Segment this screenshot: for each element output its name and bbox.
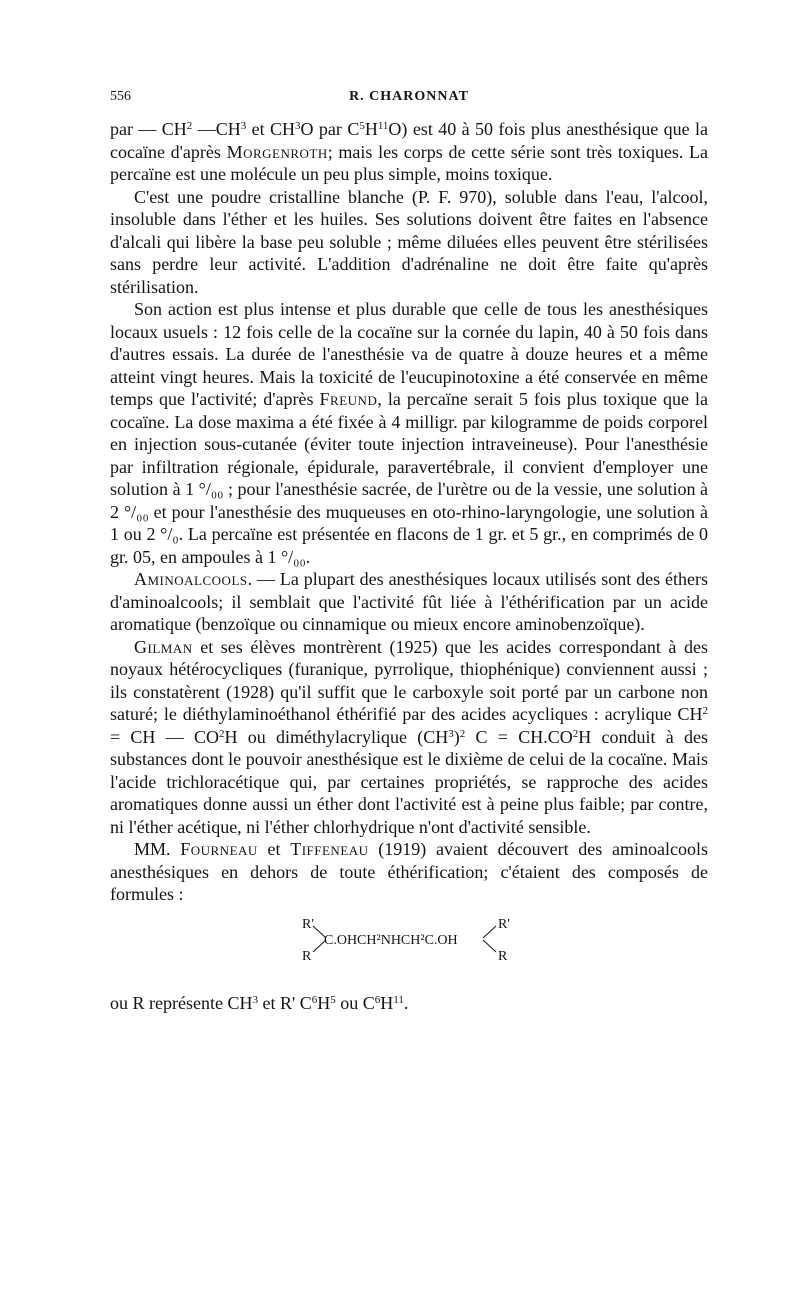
superscript: 6 xyxy=(374,993,381,1006)
text-run: et ses élèves montrèrent (1925) que les acides correspondant à des noyaux hétérocycliques (furanique, pyrrolique, thiophénique) conviennent aussi ; ils constatèrent (1928) qu'il suffit que le carboxyle soit porté par un carbone non saturé; le diéthylaminoéthanol éthérifié par des acides acycliques : acrylique CH xyxy=(110,636,708,724)
text-run: = CH — CO xyxy=(110,726,219,747)
text-run: H conduit à des substances dont le pouvoir anesthésique est le dixième de celui de la cocaïne. Mais l'acide trichloracétique qui, par certaines propriétés, se rapproche des acides aromatiques donne aussi un éther dont l'activité est à peine plus faible; par contre, ni l'éther acétique, ni l'éther chlorhydrique n'ont d'activité sensible. xyxy=(110,726,708,837)
text-run: MM. xyxy=(134,839,181,859)
superscript: 3 xyxy=(240,120,247,132)
paragraph-p5 xyxy=(110,636,708,839)
text-run: ) xyxy=(453,726,460,747)
text-run: C = CH.CO xyxy=(465,726,573,747)
small-caps-name: Gilman xyxy=(134,636,193,657)
small-caps-name: Morgenroth xyxy=(226,141,328,162)
paragraph-closing xyxy=(110,992,708,1015)
superscript: 2 xyxy=(218,727,225,740)
small-caps-name: Fourneau xyxy=(180,839,258,859)
superscript: 5 xyxy=(359,120,365,132)
superscript: 3 xyxy=(252,993,258,1006)
paragraph-p3 xyxy=(110,298,708,568)
page-number: 556 xyxy=(110,89,131,104)
small-caps-name: Freund xyxy=(319,389,378,409)
superscript: 3 xyxy=(448,727,454,740)
page xyxy=(110,84,708,1014)
text-run: Son action est plus intense et plus durable que celle de tous les anesthésiques locaux usuels : 12 fois celle de la cocaïne sur la cornée du lapin, 40 à 50 fois dans d'autres essais. La durée de l'anesthésie va de quatre à douze heures et a même atteint vingt heures. Mais la toxicité de l'eucupinotoxine a été conservée en même temps que l'activité; d'après xyxy=(110,299,708,409)
text-run: (1919) avaient découvert des aminoalcools anesthésiques en dehors de toute éthérification; c'étaient des composés de formules : xyxy=(110,839,708,904)
superscript: 3 xyxy=(295,120,301,132)
paragraph-p1 xyxy=(110,118,708,186)
text-run: . — La plupart des anesthésiques locaux utilisés sont des éthers d'aminoalcools; il semblait que l'activité fût liée à l'éthérification par un acide aromatique (benzoïque ou cinnamique ou mieux encore aminobenzoïque). xyxy=(110,569,708,634)
chemical-formula xyxy=(110,912,708,984)
paragraph-p6 xyxy=(110,838,708,906)
small-caps-name: Aminoalcools xyxy=(134,569,248,589)
text-run: ; mais les corps de cette série sont très toxiques. La percaïne est une molécule un peu plus simple, moins toxique. xyxy=(110,141,708,184)
superscript: 11 xyxy=(393,993,404,1006)
formula-right-top: R' xyxy=(498,916,510,932)
text-run: H xyxy=(317,992,331,1013)
text-run: O) est 40 à 50 fois plus anesthésique que la cocaïne d'après xyxy=(110,119,708,162)
formula-left-top: R' xyxy=(302,916,314,932)
text-run: C'est une poudre cristalline blanche (P. F. 970), soluble dans l'eau, l'alcool, insoluble dans l'éther et les huiles. Ses solutions doivent être faites en l'absence d'alcali qui libère la base peu soluble ; même diluées elles peuvent être stérilisées sans perdre leur activité. L'addition d'adrénaline ne doit être faite qu'après stérilisation. xyxy=(110,186,708,297)
running-head: R. CHARONNAT xyxy=(349,89,469,104)
body-text xyxy=(110,118,708,1014)
text-run: et CH xyxy=(246,119,296,139)
text-run: H xyxy=(364,119,378,139)
page-header xyxy=(110,84,708,118)
paragraph-p4 xyxy=(110,568,708,636)
text-run: par — CH xyxy=(110,119,187,139)
text-run: ou R représente CH xyxy=(110,992,253,1013)
formula-center: C.OHCH²NHCH²C.OH xyxy=(324,932,458,948)
small-caps-name: Tiffeneau xyxy=(290,839,369,859)
superscript: 5 xyxy=(330,993,336,1006)
text-run: , la percaïne serait 5 fois plus toxique que la cocaïne. La dose maxima a été fixée à 4 milligr. par kilogramme de poids corporel en injection sous-cutanée (éviter toute injection intraveineuse). Pour l'anesthésie par infiltration régionale, épidurale, paravertébrale, il convient d'employer une solution à 1 °/₀₀ ; pour l'anesthésie sacrée, de l'urètre ou de la vessie, une solution à 2 °/₀₀ et pour l'anesthésie des muqueuses en oto-rhino-laryngologie, une solution à 1 ou 2 °/₀. La percaïne est présentée en flacons de 1 gr. et 5 gr., en comprimés de 0 gr. 05, en ampoules à 1 °/₀₀. xyxy=(110,389,708,567)
superscript: 11 xyxy=(377,120,389,132)
text-run: H ou diméthylacrylique (CH xyxy=(224,726,449,747)
text-run: et R' C xyxy=(257,992,312,1013)
text-run: ou C xyxy=(335,992,375,1013)
text-run: et xyxy=(257,839,291,859)
superscript: 2 xyxy=(572,727,579,740)
superscript: 2 xyxy=(702,705,708,717)
text-run: H xyxy=(380,992,394,1013)
superscript: 2 xyxy=(459,727,466,740)
superscript: 2 xyxy=(186,120,193,132)
superscript: 6 xyxy=(311,993,318,1006)
formula-right-bottom: R xyxy=(498,948,508,964)
text-run: O par C xyxy=(300,119,360,139)
text-run: . xyxy=(403,992,409,1013)
paragraph-p2 xyxy=(110,186,708,299)
text-run: —CH xyxy=(192,119,241,139)
formula-left-bottom: R xyxy=(302,948,312,964)
